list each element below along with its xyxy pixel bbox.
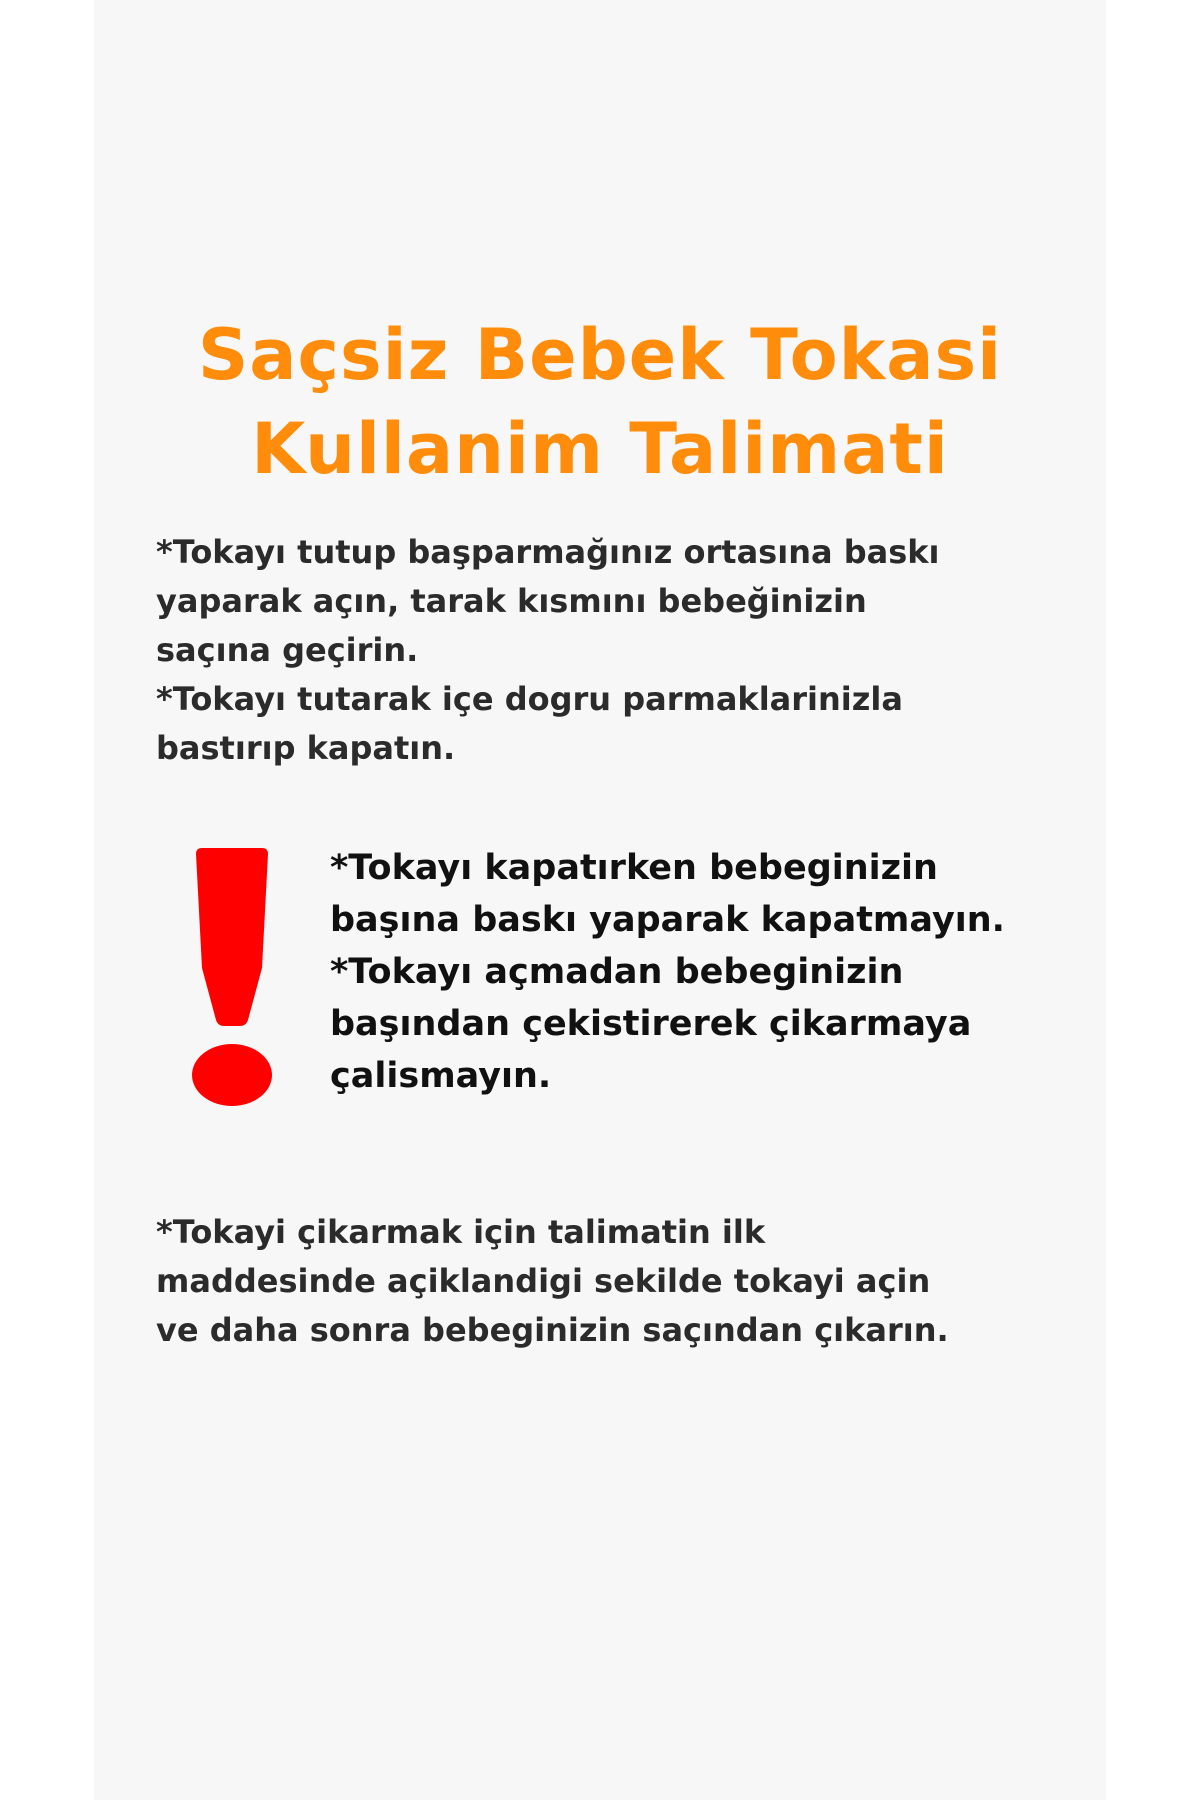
warning-line: başından çekistirerek çikarmaya xyxy=(330,1004,972,1044)
page-title xyxy=(94,308,1106,496)
exclamation-bar xyxy=(196,848,268,1026)
warning-text xyxy=(330,842,1005,1102)
usage-instructions xyxy=(156,528,940,773)
warning-line: başına baskı yaparak kapatmayın. xyxy=(330,900,1005,940)
warning-line: *Tokayı kapatırken bebeginizin xyxy=(330,848,938,888)
title-line-1: Saçsiz Bebek Tokasi xyxy=(197,314,1003,396)
instruction-line: *Tokayı tutarak içe dogru parmaklarinizla xyxy=(156,680,903,718)
instruction-line: bastırıp kapatın. xyxy=(156,729,456,767)
exclamation-icon xyxy=(190,848,274,1106)
exclamation-dot xyxy=(192,1044,272,1106)
warning-line: *Tokayı açmadan bebeginizin xyxy=(330,952,904,992)
instruction-line: saçına geçirin. xyxy=(156,631,419,669)
instruction-line: yaparak açın, tarak kısmını bebeğinizin xyxy=(156,582,867,620)
title-line-2: Kullanim Talimati xyxy=(251,408,949,490)
removal-line: maddesinde açiklandigi sekilde tokayi açin xyxy=(156,1262,931,1300)
removal-line: ve daha sonra bebeginizin saçından çıkarın. xyxy=(156,1311,949,1349)
removal-instructions xyxy=(156,1208,949,1355)
warning-line: çalismayın. xyxy=(330,1056,552,1096)
removal-line: *Tokayi çikarmak için talimatin ilk xyxy=(156,1213,766,1251)
instruction-line: *Tokayı tutup başparmağınız ortasına baskı xyxy=(156,533,940,571)
